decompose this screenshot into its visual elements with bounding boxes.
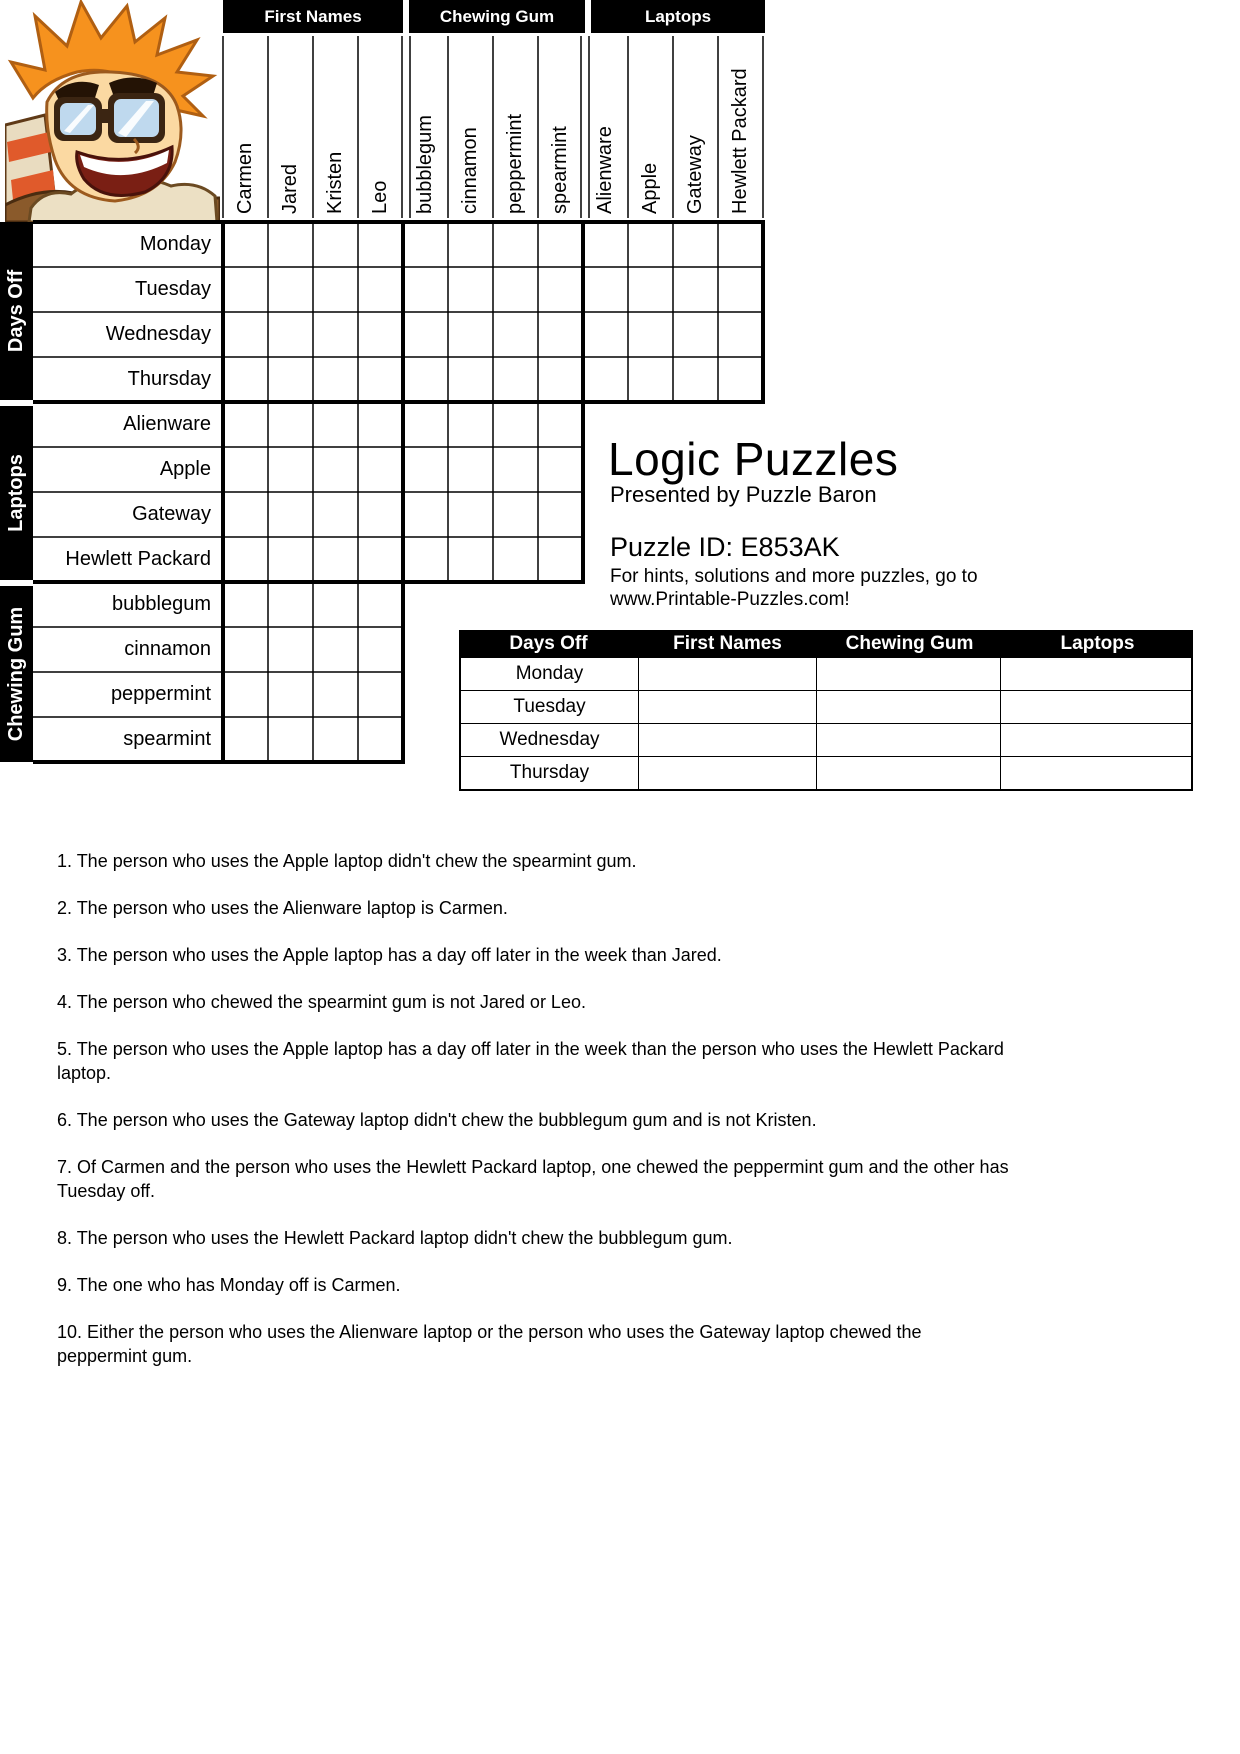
col-label: Apple (639, 162, 661, 214)
answer-table (459, 630, 1193, 791)
row-group-bar-chewing-gum (0, 586, 33, 762)
col-group-bar-laptops (591, 0, 765, 33)
clue-text: 9. The one who has Monday off is Carmen. (57, 1275, 401, 1295)
answer-row (461, 757, 1191, 789)
hint-text: For hints, solutions and more puzzles, go to (610, 566, 978, 587)
row-label: bubblegum (112, 593, 211, 615)
clue-7 (57, 1155, 1217, 1203)
clue-5 (57, 1037, 1217, 1085)
row-label: spearmint (123, 728, 211, 750)
col-group-bar-chewing-gum (409, 0, 585, 33)
answer-cell[interactable] (817, 757, 1001, 789)
answer-cell[interactable] (1001, 658, 1191, 690)
puzzle-id: Puzzle ID: E853AK (610, 532, 840, 562)
col-group-bar-first-names (223, 0, 403, 33)
row-group-bar-days-off (0, 222, 33, 400)
row-label: Wednesday (105, 323, 211, 345)
clue-1 (57, 849, 1217, 873)
answer-header-days-off: Days Off (509, 633, 588, 654)
col-group-label: Chewing Gum (439, 6, 555, 26)
col-label: Hewlett Packard (729, 68, 751, 214)
clue-8 (57, 1226, 1217, 1250)
grid-column-headers (223, 36, 763, 220)
col-group-label: Laptops (644, 6, 712, 26)
clue-text: Tuesday off. (57, 1181, 156, 1201)
answer-cell[interactable] (817, 724, 1001, 756)
answer-header-first-names: First Names (673, 633, 782, 654)
grid-block-laptops[interactable] (223, 402, 583, 582)
answer-cell[interactable] (639, 724, 817, 756)
website-text: www.Printable-Puzzles.com! (610, 589, 850, 610)
row-label: Alienware (123, 413, 211, 435)
row-label: Tuesday (135, 278, 211, 300)
col-label: cinnamon (459, 127, 481, 214)
col-label: Jared (279, 163, 301, 214)
answer-cell[interactable] (1001, 757, 1191, 789)
goggles-graphic (54, 93, 165, 143)
clue-4 (57, 990, 1217, 1014)
row-group-label: Days Off (5, 269, 27, 353)
clue-text: 5. The person who uses the Apple laptop has a day off later in the week than the person who uses the Hewlett Packard (57, 1039, 1004, 1059)
page-subtitle: Presented by Puzzle Baron (610, 482, 877, 507)
answer-row (461, 724, 1191, 757)
answer-cell[interactable] (817, 691, 1001, 723)
answer-cell[interactable] (639, 757, 817, 789)
col-label: Gateway (684, 135, 706, 214)
row-group-bar-laptops (0, 406, 33, 580)
col-label: bubblegum (414, 115, 436, 214)
answer-header-laptops: Laptops (1060, 633, 1135, 654)
col-label: Kristen (324, 151, 346, 214)
clue-text: 8. The person who uses the Hewlett Packard laptop didn't chew the bubblegum gum. (57, 1228, 733, 1248)
clue-text: 3. The person who uses the Apple laptop has a day off later in the week than Jared. (57, 945, 722, 965)
answer-row (461, 658, 1191, 691)
col-label: Carmen (234, 142, 256, 214)
grid-block-chewing-gum[interactable] (223, 582, 403, 762)
row-label: cinnamon (124, 638, 211, 660)
clue-6 (57, 1108, 1217, 1132)
answer-row-label: Wednesday (461, 724, 639, 756)
clue-text: peppermint gum. (57, 1346, 193, 1366)
col-group-label: First Names (264, 6, 362, 26)
clue-text: 1. The person who uses the Apple laptop didn't chew the spearmint gum. (57, 851, 637, 871)
col-label: Alienware (594, 126, 616, 214)
row-label: Monday (139, 233, 211, 255)
row-label: Apple (159, 458, 211, 480)
clue-3 (57, 943, 1217, 967)
answer-cell[interactable] (1001, 724, 1191, 756)
answer-cell[interactable] (639, 658, 817, 690)
row-label: Hewlett Packard (65, 548, 211, 570)
clue-text: 7. Of Carmen and the person who uses the Hewlett Packard laptop, one chewed the peppermint gum and the other has (57, 1157, 1009, 1177)
clue-text: 6. The person who uses the Gateway laptop didn't chew the bubblegum gum and is not Kristen. (57, 1110, 817, 1130)
answer-row (461, 691, 1191, 724)
row-group-label: Chewing Gum (5, 606, 27, 742)
answer-header-chewing-gum: Chewing Gum (845, 633, 974, 654)
col-label: peppermint (504, 113, 526, 214)
col-label: spearmint (549, 126, 571, 214)
answer-table-header (459, 630, 1193, 658)
answer-cell[interactable] (639, 691, 817, 723)
row-group-label: Laptops (5, 454, 27, 532)
answer-row-label: Thursday (461, 757, 639, 789)
col-label: Leo (369, 180, 391, 214)
clue-text: 4. The person who chewed the spearmint gum is not Jared or Leo. (57, 992, 586, 1012)
row-label: Gateway (132, 503, 211, 525)
grid-block-days-off[interactable] (223, 222, 763, 402)
clue-text: 10. Either the person who uses the Alienware laptop or the person who uses the Gateway laptop chewed the (57, 1322, 922, 1342)
answer-row-label: Tuesday (461, 691, 639, 723)
clue-10 (57, 1320, 1217, 1368)
clue-2 (57, 896, 1217, 920)
clue-9 (57, 1273, 1217, 1297)
clue-text: laptop. (57, 1063, 112, 1083)
answer-row-label: Monday (461, 658, 639, 690)
clue-text: 2. The person who uses the Alienware laptop is Carmen. (57, 898, 508, 918)
row-label: Thursday (127, 368, 211, 390)
answer-cell[interactable] (817, 658, 1001, 690)
answer-cell[interactable] (1001, 691, 1191, 723)
mascot-image (5, 0, 220, 222)
clue-list (57, 849, 1217, 1391)
page-title: Logic Puzzles (608, 433, 899, 485)
row-label: peppermint (110, 683, 211, 705)
